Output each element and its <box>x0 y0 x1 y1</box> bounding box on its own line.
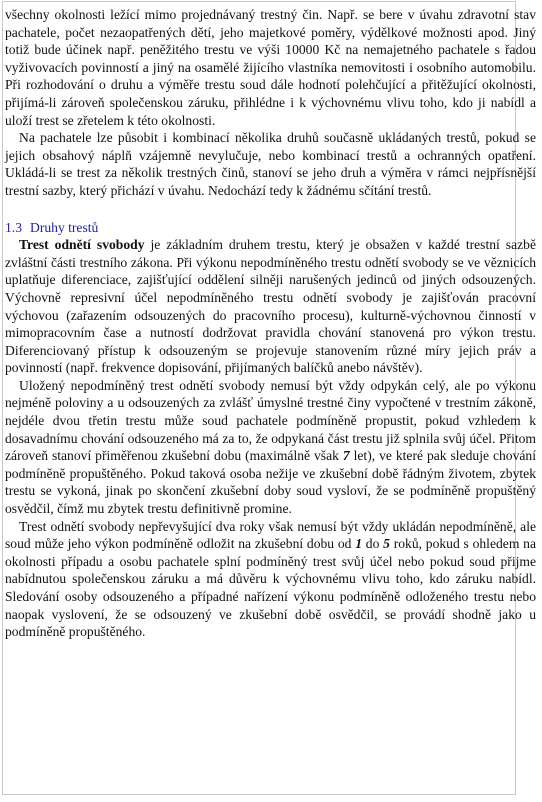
paragraph-3 <box>5 236 536 377</box>
emphasis-number: 5 <box>383 536 390 552</box>
paragraph-1: všechny okolnosti ležící mimo projednávaný trestný čin. Např. se bere v úvahu zdravotní stav pachatele, počet nezaopatřených dětí, jeho majetkové poměry, výdělkové možnosti apod. Jiný totiž bude účinek např. peněžitého trestu ve výši 10000 Kč na nemajetného pachatele s řadou vyživovacích povinností a jiný na osamělé žijícího vlastníka nemovitosti i osobního automobilu. Při rozhodování o druhu a výměře trestu soud dále hodnotí polehčující a přitěžující okolnosti, přijímá-li zároveň společenskou záruku, přihlédne i k výchovnému vlivu toho, kdo ji nabídl a uloží trest se zřetelem k této okolnosti. <box>5 7 536 128</box>
section-heading <box>5 219 536 237</box>
paragraph-4 <box>5 377 536 518</box>
paragraph-5-text-a: Trest odnětí svobody nepřevyšující dva roky však nemusí být vždy ukládán nepodmíněně, ale soud může jeho výkon podmíněně odložit na zkušební dobu od <box>5 518 536 552</box>
paragraph-2: Na pachatele lze působit i kombinací několika druhů současně ukládaných trestů, pokud se jejich obsahový náplň vzájemně nevylučuje, nebo kombinací trestů a ochranných opatření. Ukládá-li se trest za několik trestných činů, stanoví se jeho druh a výměra v rámci nejpřísnější trestní sazby, který přichází v úvahu. Nedochází tedy k žádnému sčítání trestů. <box>5 130 536 198</box>
paragraph-4-text-b: let), ve které pak sleduje chování podmíněně propuštěného. Pokud taková osoba nežije ve zkušební době řádným životem, zbytek trestu se vykoná, jinak po skončení zkušební doby soud vysloví, že se podmíněně propuštěný osvědčil, čímž mu zbytek trestu definitivně promine. <box>5 448 536 517</box>
term-bold: Trest odnětí svobody <box>19 237 145 253</box>
emphasis-number: 7 <box>342 448 350 464</box>
section-gap <box>5 200 536 219</box>
section-number: 1.3 <box>5 219 22 235</box>
paragraph-5-text-b: do <box>362 536 384 552</box>
emphasis-number: 1 <box>355 536 363 552</box>
paragraph-5-text-c: roků, pokud s ohledem na okolnosti případu a osobu pachatele splní podmíněný trest svůj účel nebo pokud soud přijme nabídnutou společenskou záruku a má důvěru k výchovnému vlivu toho, kdo záruku nabídl. Sledování osoby odsouzeného a případné nařízení výkonu podmíněně odloženého trestu nebo naopak vyslovení, že se odsouzený ve zkušební době osvědčil, se provádí shodně jako u podmíněně propuštěného. <box>5 536 536 640</box>
paragraph-5 <box>5 518 536 641</box>
document-body <box>5 6 536 641</box>
section-title: Druhy trestů <box>30 219 99 235</box>
paragraph-3-text: je základním druhem trestu, který je obsažen v každé trestní sazbě zvláštní části trestního zákona. Při výkonu nepodmíněného trestu odnětí svobody se ve věznicích uplatňuje diferenciace, zajišťující oddělení silněji narušených jedinců od jiných odsouzených. Výchovně represivní účel nepodmíněného trestu odnětí svobody je zajišťován pracovní výchovou (zařazením odsouzených do pracovního procesu), kulturně-výchovnou činností v mimopracovním čase a nutností dodržovat pravidla chování stanovená pro výkon trestu. Diferenciovaný přístup k odsouzeným se projevuje stanovením různé míry jejich práv a povinností (např. frekvence dopisování, přijímaných balíčků anebo návštěv). <box>5 237 536 376</box>
paragraph-4-text-a: Uložený nepodmíněný trest odnětí svobody nemusí být vždy odpykán celý, ale po výkonu nejméně poloviny a u odsouzených za zvlášť úmyslné trestné činy vypočtené v trestním zákoně, nejdéle dvou třetin trestu může soud pachatele podmíněně propustit, pokud vzhledem k dosavadnímu chování odsouzeného má za to, že odpykaná část trestu již splnila svůj účel. Přitom zároveň stanoví přiměřenou zkušební dobu (maximálně však <box>5 377 536 464</box>
